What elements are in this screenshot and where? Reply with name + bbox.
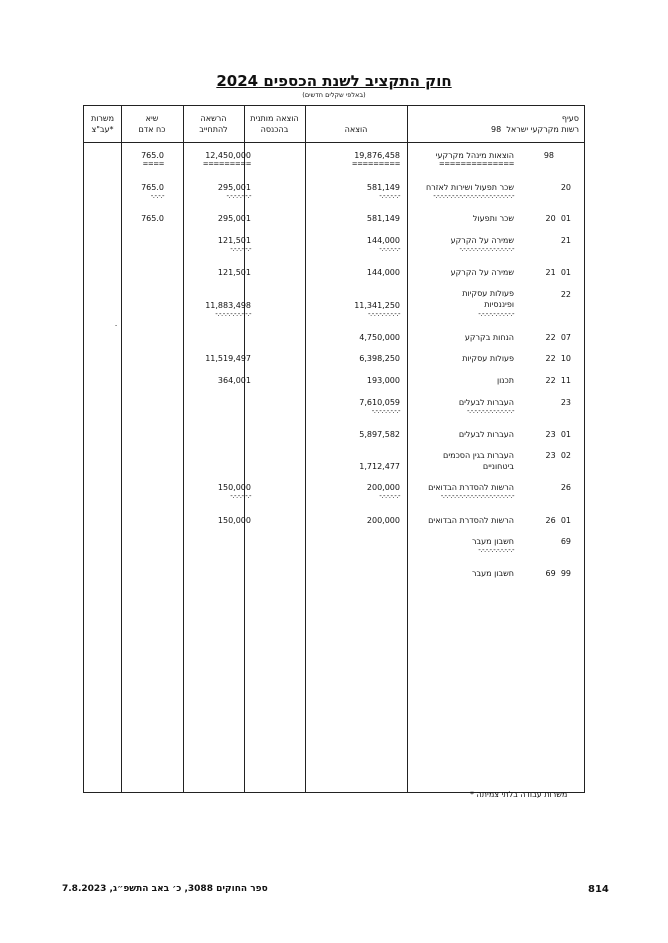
row-expense-underline: -.-.-.-.-.-.-.-	[371, 407, 400, 415]
column-divider	[183, 106, 184, 792]
column-divider	[407, 106, 408, 792]
row-commitment-underline: -.-.-.-.-.-.-	[226, 192, 251, 200]
header-section-code: 98	[491, 125, 502, 134]
row-expense: 144,000	[366, 268, 400, 277]
column-divider	[305, 106, 306, 792]
header-positions-line2: עב"צ*	[91, 125, 114, 134]
row-expense: 200,000	[366, 483, 400, 492]
row-commitment: 150,000	[217, 516, 251, 525]
row-commitment: 121,501	[217, 236, 251, 245]
row-code	[546, 515, 571, 526]
row-code	[546, 375, 571, 386]
row-commitment: 11,883,498	[205, 301, 251, 310]
row-subcode: 01	[560, 268, 571, 277]
row-peak-underline: ====	[142, 160, 164, 168]
row-name: חשבון מעבר	[471, 569, 514, 578]
header-commitment-line2: להתחייב	[199, 125, 228, 134]
row-code: 21	[560, 236, 571, 245]
row-code	[546, 267, 571, 278]
row-code	[546, 450, 571, 461]
row-code: 22	[545, 354, 556, 363]
row-code	[546, 332, 571, 343]
row-subcode: 07	[560, 333, 571, 342]
row-name-underline: -.-.-.-.-.-.-.-.-.-.-.-.-.-.-	[459, 245, 514, 253]
header-peak-line2: כח אדם	[138, 125, 166, 134]
row-expense-underline: -.-.-.-.-.-	[379, 192, 400, 200]
row-code: 26	[560, 483, 571, 492]
row-expense: 4,750,000	[359, 333, 400, 342]
row-name: שמירה על הקרקע	[450, 236, 514, 245]
header-section-label: סעיף	[561, 114, 579, 123]
row-code: 23	[545, 451, 556, 460]
column-divider	[121, 106, 122, 792]
row-commitment: 364,001	[217, 376, 251, 385]
row-code	[546, 429, 571, 440]
header-section	[491, 113, 579, 135]
row-name: הוצאות מינהל מקרקעי	[435, 151, 514, 160]
row-code	[546, 568, 571, 579]
row-commitment: 295,001	[217, 183, 251, 192]
header-section-name: רשות מקרקעי ישראל	[506, 125, 579, 134]
row-subcode: 11	[560, 376, 571, 385]
row-name: שכר תפעול ושירות לאזרח	[425, 183, 514, 192]
footer-publication: ספר החוקים 3088, כ׳ באב התשפ״ג, 7.8.2023	[62, 884, 268, 894]
footnote: * משרות עבודה בלתי צמיתה	[470, 790, 568, 799]
row-expense: 1,712,477	[359, 462, 400, 471]
row-code: 20	[545, 214, 556, 223]
row-name-underline: -.-.-.-.-.-.-.-.-.-.-.-.-.-.-.-.-.-.-.-	[440, 492, 514, 500]
row-name: חשבון מעבר	[471, 537, 514, 546]
row-code: 23	[545, 430, 556, 439]
header-expense: הוצאה	[344, 125, 368, 134]
row-name: העברות לבעלים	[458, 430, 514, 439]
row-expense-underline: -.-.-.-.-.-	[379, 492, 400, 500]
row-expense: 581,149	[366, 214, 400, 223]
row-peak: 765.0	[141, 214, 164, 223]
row-commitment-underline: =========	[202, 160, 251, 168]
row-expense-underline: -.-.-.-.-.-.-.-.-	[367, 310, 400, 318]
header-peak-line1: שיא	[145, 114, 159, 123]
row-expense: 7,610,059	[359, 398, 400, 407]
row-name: הרשות להסדרת הבדואים	[428, 483, 514, 492]
row-name: שכר ותפעול	[472, 214, 514, 223]
row-code: 26	[545, 516, 556, 525]
row-expense-underline: -.-.-.-.-.-	[379, 245, 400, 253]
header-conditional	[244, 113, 305, 135]
row-name: שמירה על הקרקע	[450, 268, 514, 277]
row-name-line2: ופיננסיות	[484, 300, 514, 309]
row-code: 22	[545, 376, 556, 385]
column-divider	[244, 106, 245, 792]
row-name: פעולות עסקיות	[462, 354, 514, 363]
header-commitment	[183, 113, 244, 135]
row-subcode: 99	[560, 569, 571, 578]
row-expense: 200,000	[366, 516, 400, 525]
header-section-title	[491, 124, 579, 135]
page-title: חוק התקציב לשנת הכספים 2024	[216, 72, 452, 90]
row-code	[546, 213, 571, 224]
page-subtitle: (באלפי שקלים חדשים)	[302, 91, 366, 99]
row-expense: 11,341,250	[354, 301, 400, 310]
budget-table	[83, 105, 585, 793]
row-commitment-underline: -.-.-.-.-.-	[230, 492, 251, 500]
row-name-line2: ביטחוניים	[482, 462, 514, 471]
header-positions	[84, 113, 121, 135]
row-name: העברות לבעלים	[458, 398, 514, 407]
row-subcode: 01	[560, 214, 571, 223]
row-code: 69	[545, 569, 556, 578]
row-name-underline: -.-.-.-.-.-.-.-.-.-	[478, 546, 514, 554]
row-commitment-underline: -.-.-.-.-.-	[230, 245, 251, 253]
header-conditional-line1: הוצאה מותנית	[250, 114, 299, 123]
row-commitment: 12,450,000	[205, 151, 251, 160]
row-code: 23	[560, 398, 571, 407]
row-code: 21	[545, 268, 556, 277]
row-commitment-underline: -.-.-.-.-.-.-.-.-.-	[215, 310, 251, 318]
row-expense: 581,149	[366, 183, 400, 192]
row-code: 69	[560, 537, 571, 546]
row-code: 22	[545, 333, 556, 342]
row-commitment: 121,501	[217, 268, 251, 277]
row-code	[546, 353, 571, 364]
page-number: 814	[588, 884, 609, 895]
row-expense: 193,000	[366, 376, 400, 385]
row-peak: 765.0	[141, 151, 164, 160]
row-expense: 19,876,458	[354, 151, 400, 160]
row-expense: 144,000	[366, 236, 400, 245]
header-conditional-line2: בהכנסה	[260, 125, 289, 134]
row-commitment: 150,000	[217, 483, 251, 492]
row-code: 98	[543, 151, 554, 160]
row-peak: 765.0	[141, 183, 164, 192]
row-subcode: 02	[560, 451, 571, 460]
row-expense-underline: =========	[351, 160, 400, 168]
row-subcode: 10	[560, 354, 571, 363]
row-subcode: 01	[560, 516, 571, 525]
row-expense: 6,398,250	[359, 354, 400, 363]
row-name: העברות בגין הסכמים	[443, 451, 514, 460]
row-code: 20	[560, 183, 571, 192]
row-name: הרשות להסדרת הבדואים	[428, 516, 514, 525]
row-name-underline: -.-.-.-.-.-.-.-.-.-	[478, 310, 514, 318]
row-name: תכנון	[496, 376, 514, 385]
row-commitment: 295,001	[217, 214, 251, 223]
header-divider	[84, 142, 584, 143]
header-commitment-line1: הרשאה	[200, 114, 227, 123]
row-code: 22	[560, 290, 571, 299]
row-expense: 5,897,582	[359, 430, 400, 439]
row-peak-underline: -.-.-.-	[150, 192, 164, 200]
header-positions-line1: משרות	[90, 114, 115, 123]
row-name: פעולות עסקיות	[462, 289, 514, 298]
row-name-underline: -.-.-.-.-.-.-.-.-.-.-.-.-	[466, 407, 514, 415]
stray-mark: -	[115, 322, 118, 329]
row-name-underline: ==============	[438, 160, 514, 168]
row-subcode: 01	[560, 430, 571, 439]
row-name: הנחות בקרקע	[464, 333, 514, 342]
row-name-underline: -.-.-.-.-.-.-.-.-.-.-.-.-.-.-.-.-.-.-.-.-.-	[433, 192, 514, 200]
header-peak	[121, 113, 183, 135]
row-commitment: 11,519,497	[205, 354, 251, 363]
